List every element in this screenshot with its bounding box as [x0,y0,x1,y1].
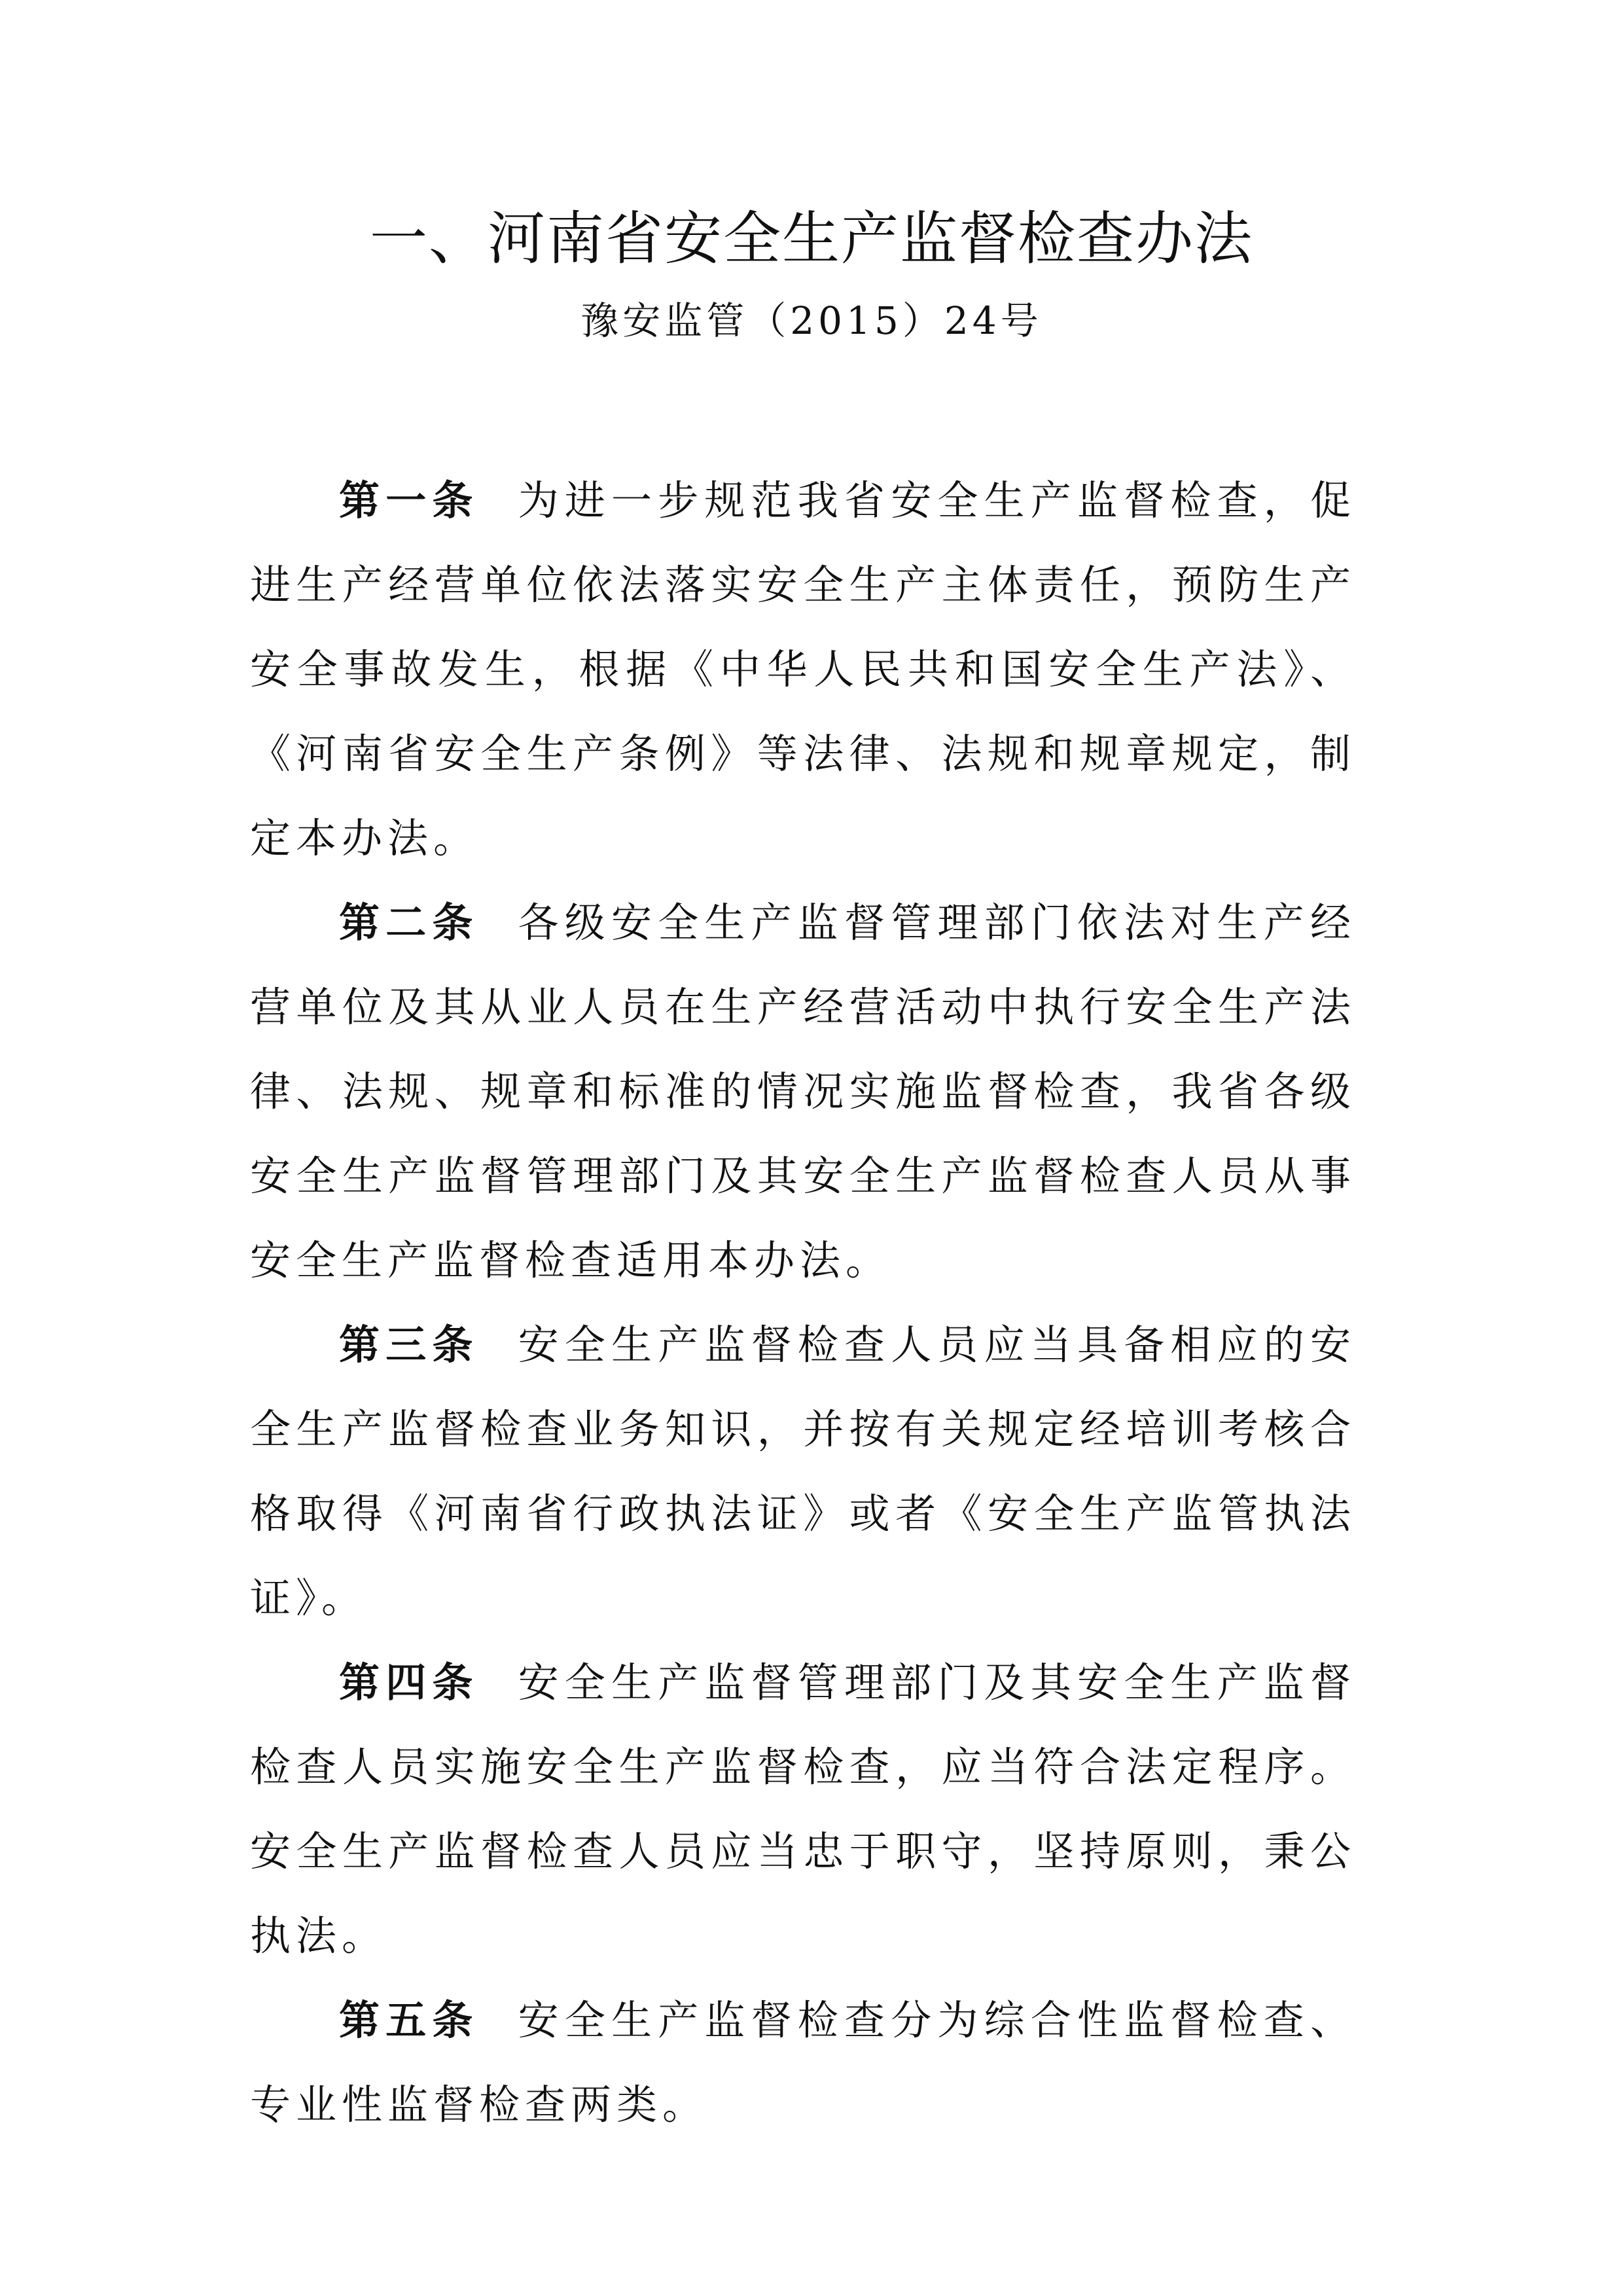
article-5 [250,1978,1356,2147]
article-text: 安全生产监督管理部门及其安全生产监督检查人员实施安全生产监督检查，应当符合法定程序。安全生产监督检查人员应当忠于职守，坚持原则，秉公执法。 [250,1659,1356,1960]
article-4 [250,1640,1356,1978]
article-label: 第三条 [339,1321,479,1369]
document-number: 豫安监管（2015）24号 [580,298,1043,343]
article-1 [250,458,1356,880]
article-label: 第二条 [339,899,479,946]
article-text: 为进一步规范我省安全生产监督检查，促进生产经营单位依法落实安全生产主体责任，预防生产安全事故发生，根据《中华人民共和国安全生产法》、《河南省安全生产条例》等法律、法规和规章规定，制定本办法。 [250,476,1356,862]
article-label: 第四条 [339,1659,479,1706]
article-text: 安全生产监督检查分为综合性监督检查、专业性监督检查两类。 [250,1996,1356,2128]
article-label: 第一条 [339,476,479,524]
document-body [250,458,1356,2147]
article-3 [250,1302,1356,1640]
article-text: 各级安全生产监督管理部门依法对生产经营单位及其从业人员在生产经营活动中执行安全生产法律、法规、规章和标准的情况实施监督检查，我省各级安全生产监督管理部门及其安全生产监督检查人员从事安全生产监督检查适用本办法。 [250,899,1356,1284]
article-text: 安全生产监督检查人员应当具备相应的安全生产监督检查业务知识，并按有关规定经培训考核合格取得《河南省行政执法证》或者《安全生产监管执法证》。 [250,1321,1356,1622]
article-2 [250,880,1356,1302]
document-title: 一、河南省安全生产监督检查办法 [369,205,1253,272]
article-label: 第五条 [339,1996,479,2044]
